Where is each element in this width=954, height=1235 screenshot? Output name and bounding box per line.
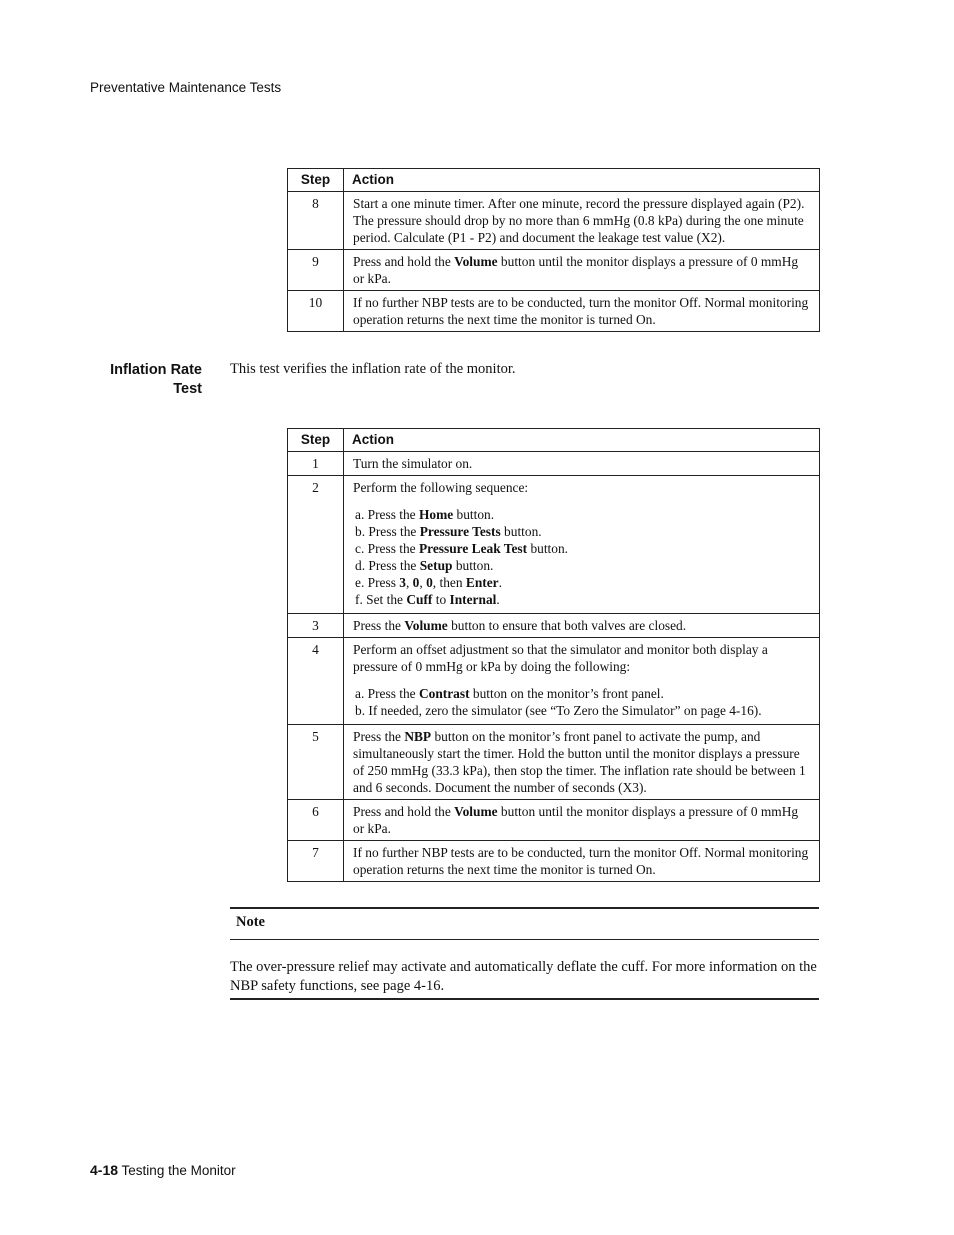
sub-step-list [355,506,810,608]
sub-step-item [355,574,810,591]
sub-step-list [355,685,810,719]
text-run: button on the monitor’s front panel. [469,686,664,701]
step-action [344,800,820,841]
bold-term: Contrast [418,686,470,701]
step-action [344,476,820,614]
step-action [344,614,820,638]
text-run: Press and hold the [353,254,455,269]
note-title: Note [236,914,265,930]
text-run: b. If needed, zero the simulator (see “To Zero the Simulator” on page 4-16). [355,703,762,718]
sub-step-item [355,557,810,574]
column-header-step: Step [288,169,344,192]
table-header-row [288,429,820,452]
table-row [288,800,820,841]
step-action [344,452,820,476]
table-row [288,725,820,800]
step-action [344,250,820,291]
text-run: , then [432,575,466,590]
text-run: a. Press the [355,507,419,522]
table-row [288,192,820,250]
step-action [344,725,820,800]
text-run: button. [527,541,569,556]
action-text [353,195,810,246]
step-number: 9 [288,250,344,291]
note-text: The over-pressure relief may activate and automatically deflate the cuff. For more information on the NBP safety functions, see page 4-16. [230,959,817,994]
action-text [353,728,810,796]
step-number: 8 [288,192,344,250]
page-footer [90,1162,236,1178]
column-header-action: Action [344,429,820,452]
section-intro: This test verifies the inflation rate of the monitor. [230,361,516,377]
column-header-step: Step [288,429,344,452]
sub-step-item [355,540,810,557]
bold-term: Volume [454,804,498,819]
table-row [288,452,820,476]
running-header: Preventative Maintenance Tests [90,80,282,95]
step-number: 10 [288,291,344,332]
text-run: Turn the simulator on. [353,456,473,471]
text-run: If no further NBP tests are to be conducted, turn the monitor Off. Normal monitoring operation returns the next time the monitor is turned On. [353,845,809,877]
leak-test-steps-table [287,168,820,332]
step-number: 3 [288,614,344,638]
action-text [353,455,810,472]
text-run: c. Press the [355,541,419,556]
step-action [344,192,820,250]
bold-term: 0 [426,575,433,590]
section-heading-line2: Test [173,381,202,397]
bold-term: 0 [412,575,420,590]
table-row [288,476,820,614]
text-run: f. Set the [355,592,407,607]
bold-term: Pressure Tests [419,524,501,539]
bold-term: 3 [399,575,406,590]
step-action [344,638,820,725]
text-run: button until the monitor displays a pressure of 0 mmHg or kPa. [353,254,799,286]
bold-term: Volume [404,618,448,633]
text-run: Press the [353,729,405,744]
action-text [353,803,810,837]
bold-term: Pressure Leak Test [418,541,528,556]
bold-term: Home [418,507,454,522]
section-heading-line1: Inflation Rate [110,362,202,378]
step-number: 5 [288,725,344,800]
step-number: 1 [288,452,344,476]
step-number: 7 [288,841,344,882]
action-text [353,641,810,675]
text-run: Start a one minute timer. After one minute, record the pressure displayed again (P2). The pressure should drop by no more than 6 mmHg (0.8 kPa) during the one minute period. Calculate (P1 - P2) and document the leakage test value (X2). [353,196,805,245]
bold-term: Internal [449,592,497,607]
sub-step-item [355,591,810,608]
text-run: to [432,592,450,607]
bold-term: Enter [465,575,499,590]
table-row [288,841,820,882]
action-text [353,617,810,634]
text-run: , [405,575,413,590]
sub-step-item [355,523,810,540]
bold-term: NBP [404,729,432,744]
text-run: a. Press the [355,686,419,701]
table-header-row [288,169,820,192]
note-rule-bottom [230,998,819,1000]
text-run: If no further NBP tests are to be conducted, turn the monitor Off. Normal monitoring operation returns the next time the monitor is turned On. [353,295,809,327]
note-block [230,907,819,1000]
step-number: 4 [288,638,344,725]
action-text [353,253,810,287]
text-run: . [498,575,502,590]
section-heading [110,361,202,399]
text-run: button. [500,524,542,539]
action-text [353,844,810,878]
text-run: button. [453,507,495,522]
bold-term: Volume [454,254,498,269]
inflation-rate-steps-table [287,428,820,882]
step-number: 2 [288,476,344,614]
table-row [288,291,820,332]
step-number: 6 [288,800,344,841]
text-run: Perform the following sequence: [353,480,529,495]
text-run: b. Press the [355,524,420,539]
action-text [353,294,810,328]
text-run: button. [452,558,494,573]
table-row [288,614,820,638]
text-run: Press the [353,618,405,633]
chapter-title: Testing the Monitor [121,1163,236,1178]
sub-step-item [355,702,810,719]
bold-term: Cuff [406,592,433,607]
step-action [344,291,820,332]
action-text [353,479,810,496]
bold-term: Setup [419,558,453,573]
text-run: . [496,592,500,607]
text-run: button until the monitor displays a pressure of 0 mmHg or kPa. [353,804,799,836]
page-number: 4-18 [90,1162,119,1178]
table-row [288,638,820,725]
text-run: d. Press the [355,558,420,573]
table-row [288,250,820,291]
text-run: , [419,575,427,590]
text-run: e. Press [355,575,400,590]
sub-step-item [355,506,810,523]
text-run: Perform an offset adjustment so that the simulator and monitor both display a pressure of 0 mmHg or kPa by doing the following: [353,642,768,674]
text-run: Press and hold the [353,804,455,819]
text-run: button on the monitor’s front panel to activate the pump, and simultaneously start the timer. Hold the button until the monitor displays a pressure of 250 mmHg (33.3 kPa), then stop the timer. The inflation rate should be between 1 and 6 seconds. Document the number of seconds (X3). [353,729,806,795]
sub-step-item [355,685,810,702]
step-action [344,841,820,882]
column-header-action: Action [344,169,820,192]
text-run: button to ensure that both valves are closed. [447,618,687,633]
